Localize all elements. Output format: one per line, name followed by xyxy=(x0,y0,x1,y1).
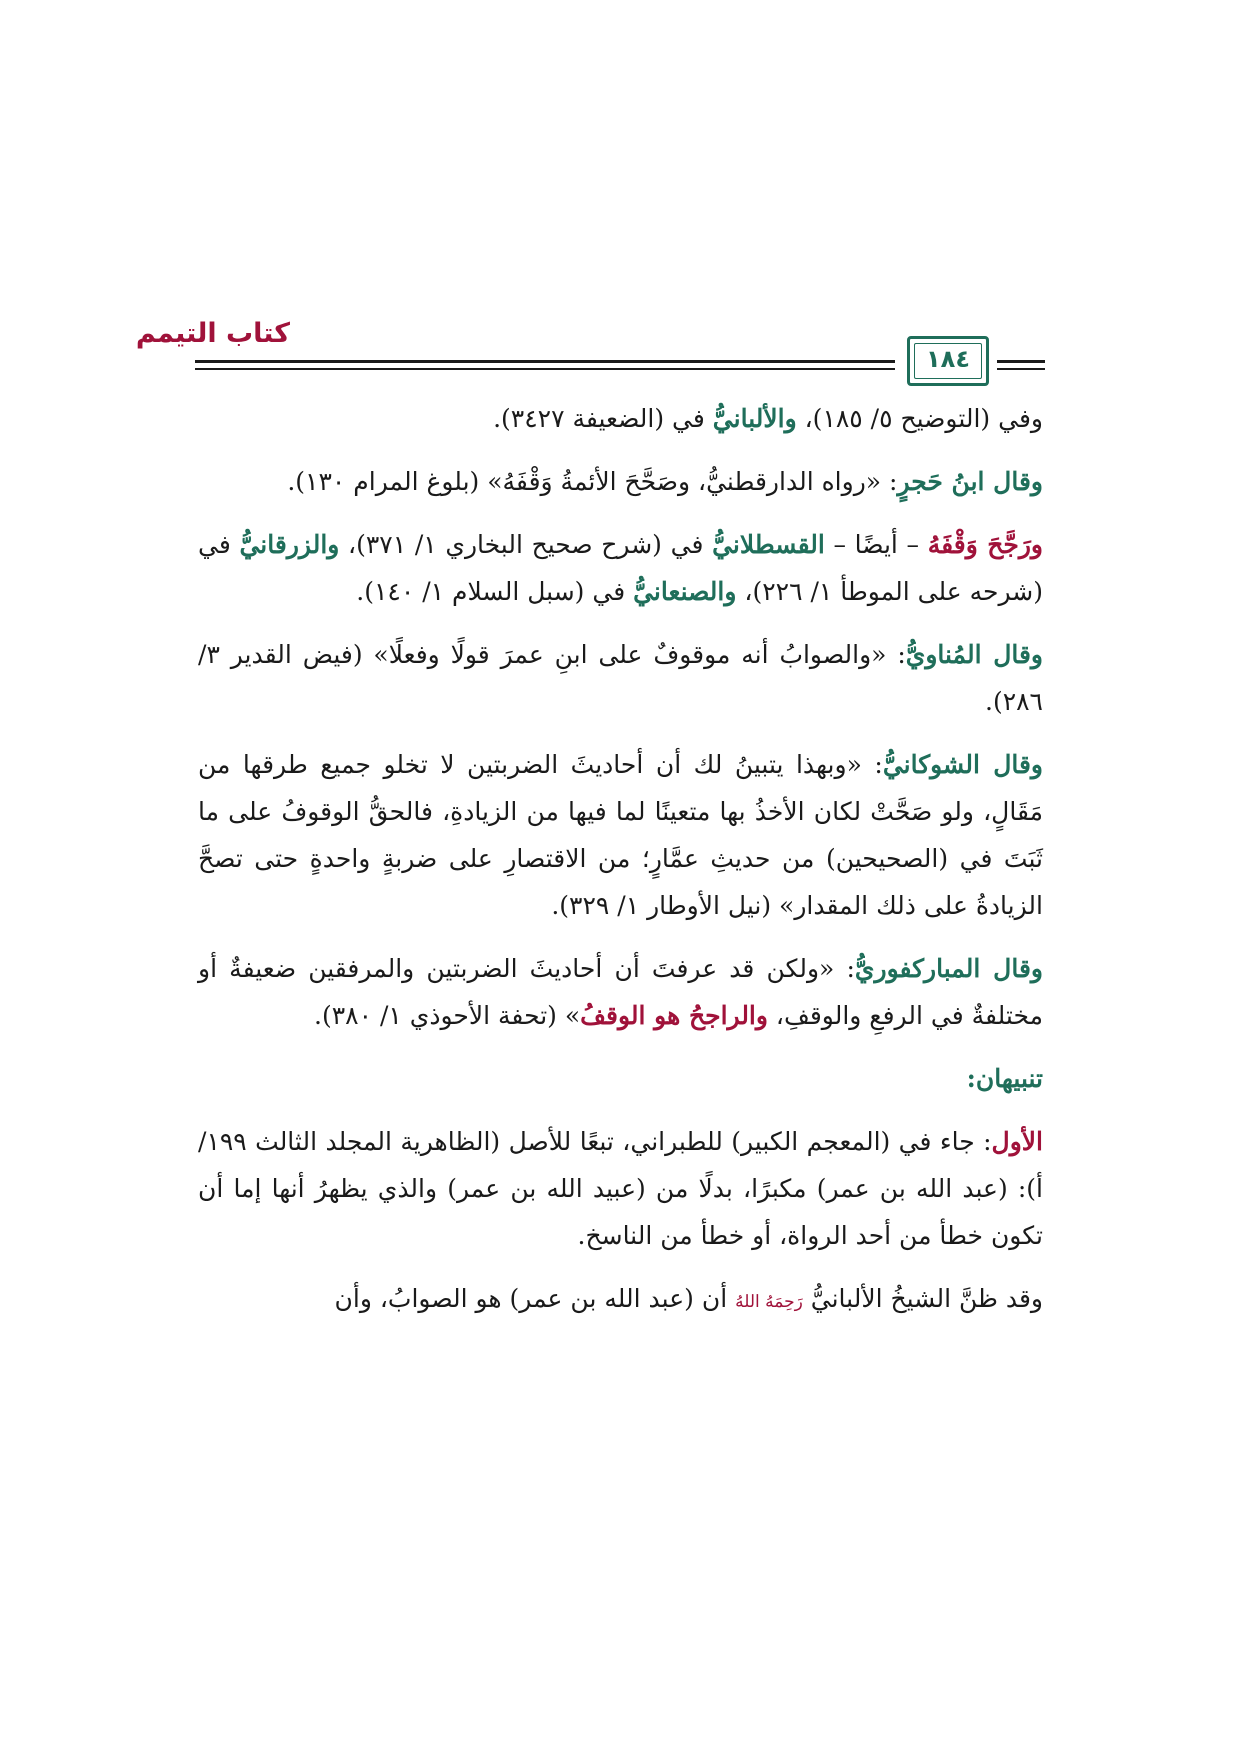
page-header xyxy=(135,318,1045,378)
scholar-name: وقال الشوكانيُّ xyxy=(882,750,1043,779)
text: في (شرحه على الموطأ ١/ ٢٢٦)، xyxy=(198,530,1043,606)
emphasis-text: ورَجَّحَ وَقْفَهُ xyxy=(927,530,1043,559)
scholar-name: وقال ابنُ حَجرٍ xyxy=(897,467,1043,496)
paragraph xyxy=(198,395,1043,442)
page-number: ١٨٤ xyxy=(926,345,970,373)
paragraph xyxy=(198,631,1043,725)
honorific-glyph: رَحِمَهُ اللهُ xyxy=(735,1292,803,1312)
header-rule xyxy=(997,368,1045,370)
text: وقد ظنَّ الشيخُ الألبانيُّ xyxy=(802,1284,1043,1313)
text: في (سبل السلام ١/ ١٤٠). xyxy=(356,577,634,606)
emphasis-text: والراجحُ هو الوقفُ xyxy=(580,1001,768,1030)
page-number-frame xyxy=(907,336,989,386)
quote-text: : «والصوابُ أنه موقوفٌ على ابنِ عمرَ قولًا وفعلًا» (فيض القدير ٣/ ٢٨٦). xyxy=(198,640,1043,716)
paragraph xyxy=(198,1118,1043,1259)
text: – أيضًا – xyxy=(824,530,928,559)
header-rule xyxy=(997,360,1045,363)
scholar-name: والصنعانيُّ xyxy=(633,577,737,606)
quote-text: : «ولكن قد عرفتَ أن أحاديثَ الضربتين والمرفقين ضعيفةٌ أو مختلفةٌ في الرفعِ والوقفِ، xyxy=(198,954,1043,1030)
scholar-name: وقال المُناويُّ xyxy=(905,640,1043,669)
paragraph xyxy=(198,1275,1043,1326)
page-body xyxy=(198,395,1043,1342)
scholar-name: والألبانيُّ xyxy=(712,404,797,433)
paragraph xyxy=(198,945,1043,1039)
emphasis-text: الأول xyxy=(991,1127,1043,1156)
paragraph xyxy=(198,741,1043,929)
paragraph xyxy=(198,458,1043,505)
text: في (شرح صحيح البخاري ١/ ٣٧١)، xyxy=(339,530,713,559)
paragraph xyxy=(198,521,1043,615)
header-rule xyxy=(195,368,895,370)
text: : جاء في (المعجم الكبير) للطبراني، تبعًا للأصل (الظاهرية المجلد الثالث ١٩٩/ أ): (عبد الله بن عمر) مكبرًا، بدلًا من (عبيد الله بن عمر) والذي يظهرُ أنها إما أن تكون خطأ من أحد الرواة، أو خطأ من الناسخ. xyxy=(198,1127,1043,1250)
text: » (تحفة الأحوذي ١/ ٣٨٠). xyxy=(314,1001,581,1030)
scholar-name: القسطلانيُّ xyxy=(712,530,825,559)
scholar-name: وقال المباركفوريُّ xyxy=(854,954,1043,983)
header-rule xyxy=(195,360,895,363)
text: أن (عبد الله بن عمر) هو الصوابُ، وأن xyxy=(334,1284,736,1313)
quote-text: : «وبهذا يتبينُ لك أن أحاديثَ الضربتين لا تخلو جميع طرقها من مَقَالٍ، ولو صَحَّتْ لكان الأخذُ بها متعينًا لما فيها من الزيادةِ، فالحقُّ الوقوفُ على ما ثَبَتَ في (الصحيحين) من حديثِ عمَّارٍ؛ من الاقتصارِ على ضربةٍ واحدةٍ حتى تصحَّ الزيادةُ على ذلك المقدار» (نيل الأوطار ١/ ٣٢٩). xyxy=(198,750,1043,920)
text: في (الضعيفة ٣٤٢٧). xyxy=(493,404,713,433)
text: وفي (التوضيح ٥/ ١٨٥)، xyxy=(796,404,1043,433)
scholar-name: والزرقانيُّ xyxy=(239,530,340,559)
book-title: كتاب التيمم xyxy=(135,318,290,349)
quote-text: : «رواه الدارقطنيُّ، وصَحَّحَ الأئمةُ وَقْفَهُ» (بلوغ المرام ١٣٠). xyxy=(287,467,898,496)
section-heading: تنبيهان: xyxy=(966,1064,1043,1093)
